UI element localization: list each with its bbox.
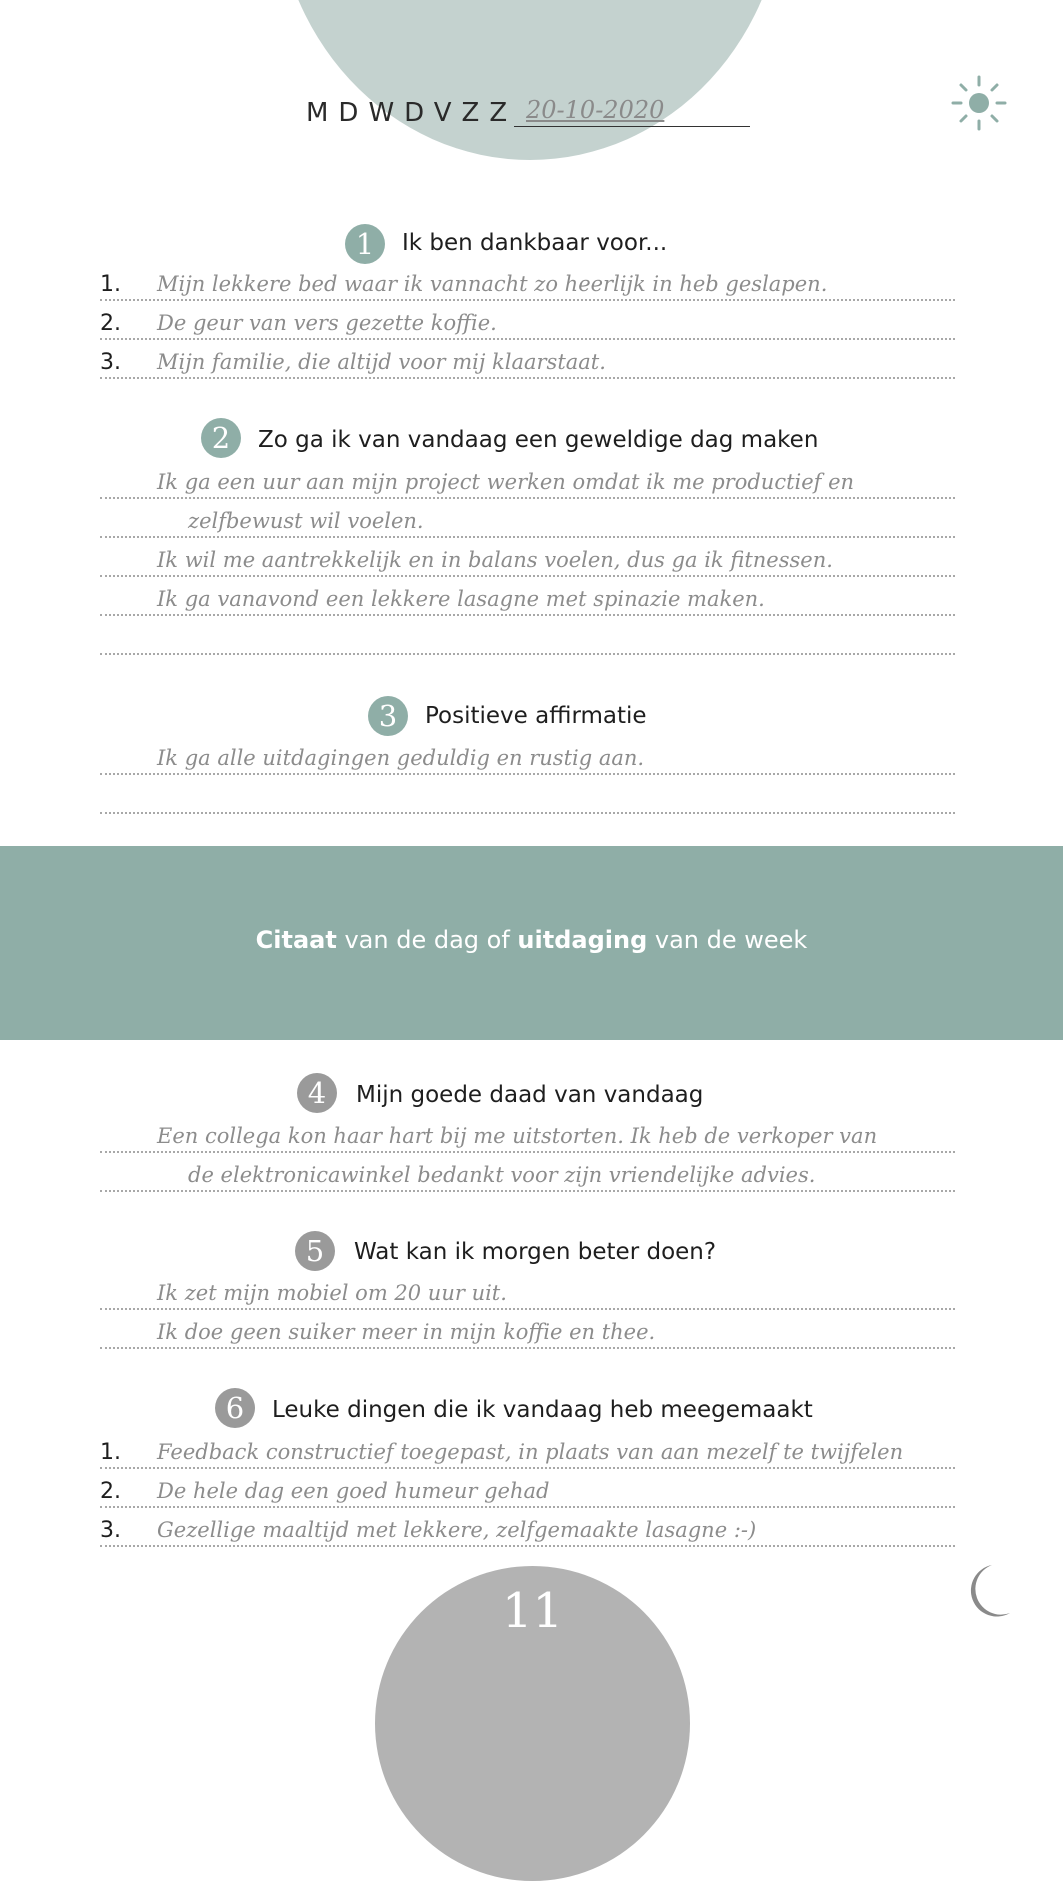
great-day-line-3 — [100, 548, 955, 577]
section-title-improve: Wat kan ik morgen beter doen? — [354, 1239, 717, 1265]
section-number-4: 4 — [297, 1073, 337, 1113]
section-title-affirmation: Positieve affirmatie — [425, 703, 647, 729]
section-number-3: 3 — [368, 696, 408, 736]
affirmation-line-2 — [100, 788, 955, 814]
line-index: 3. — [100, 350, 121, 375]
section-number-1: 1 — [345, 224, 385, 264]
line-index: 2. — [100, 1479, 121, 1504]
line-text: zelfbewust wil voelen. — [188, 509, 424, 533]
affirmation-line-1 — [100, 746, 955, 775]
banner-text-2: van de week — [647, 926, 808, 954]
section-title-great-day: Zo ga ik van vandaag een geweldige dag maken — [258, 427, 819, 453]
section-title-good-deed: Mijn goede daad van vandaag — [356, 1082, 704, 1108]
banner-word-challenge: uitdaging — [517, 926, 648, 954]
line-text: Een collega kon haar hart bij me uitstorten. Ik heb de verkoper van — [157, 1124, 878, 1148]
date-value: 20-10-2020 — [526, 96, 665, 124]
line-index: 3. — [100, 1518, 121, 1543]
line-text: Mijn familie, die altijd voor mij klaarstaat. — [157, 350, 606, 374]
gratitude-line-2 — [100, 311, 955, 340]
line-text: Ik wil me aantrekkelijk en in balans voelen, dus ga ik fitnessen. — [157, 548, 833, 572]
line-index: 1. — [100, 1440, 121, 1465]
line-text: Gezellige maaltijd met lekkere, zelfgemaakte lasagne :-) — [157, 1518, 757, 1542]
line-text: Mijn lekkere bed waar ik vannacht zo heerlijk in heb geslapen. — [157, 272, 828, 296]
gratitude-line-1 — [100, 272, 955, 301]
gratitude-line-3 — [100, 350, 955, 379]
section-number-6: 6 — [215, 1388, 255, 1428]
sun-icon — [950, 74, 1008, 132]
quote-banner-text — [0, 926, 1063, 954]
page-number: 11 — [501, 1583, 564, 1639]
line-text: Feedback constructief toegepast, in plaats van aan mezelf te twijfelen — [157, 1440, 904, 1464]
fun-things-line-1 — [100, 1440, 955, 1469]
line-text: Ik zet mijn mobiel om 20 uur uit. — [157, 1281, 507, 1305]
banner-text-1: van de dag of — [336, 926, 518, 954]
line-index: 2. — [100, 311, 121, 336]
section-number-2: 2 — [201, 418, 241, 458]
great-day-line-2 — [100, 509, 955, 538]
line-text: Ik ga een uur aan mijn project werken omdat ik me productief en — [157, 470, 855, 494]
great-day-line-4 — [100, 587, 955, 616]
fun-things-line-3 — [100, 1518, 955, 1547]
date-underline — [514, 126, 750, 127]
header-decorative-circle — [275, 0, 785, 160]
line-text: Ik ga alle uitdagingen geduldig en rustig aan. — [157, 746, 645, 770]
section-title-gratitude: Ik ben dankbaar voor... — [402, 230, 668, 256]
improve-line-1 — [100, 1281, 955, 1310]
line-text: de elektronicawinkel bedankt voor zijn vriendelijke advies. — [188, 1163, 816, 1187]
weekday-letters: MDWDVZZ — [306, 98, 518, 128]
good-deed-line-1 — [100, 1124, 955, 1153]
line-text: De hele dag een goed humeur gehad — [157, 1479, 550, 1503]
moon-icon — [962, 1563, 1012, 1619]
section-title-fun-things: Leuke dingen die ik vandaag heb meegemaakt — [272, 1397, 813, 1423]
line-text: Ik doe geen suiker meer in mijn koffie en thee. — [157, 1320, 656, 1344]
banner-word-quote: Citaat — [255, 926, 337, 954]
line-text: Ik ga vanavond een lekkere lasagne met spinazie maken. — [157, 587, 765, 611]
improve-line-2 — [100, 1320, 955, 1349]
great-day-line-1 — [100, 470, 955, 499]
great-day-line-5 — [100, 629, 955, 655]
line-text: De geur van vers gezette koffie. — [157, 311, 497, 335]
good-deed-line-2 — [100, 1163, 955, 1192]
line-index: 1. — [100, 272, 121, 297]
section-number-5: 5 — [295, 1231, 335, 1271]
fun-things-line-2 — [100, 1479, 955, 1508]
